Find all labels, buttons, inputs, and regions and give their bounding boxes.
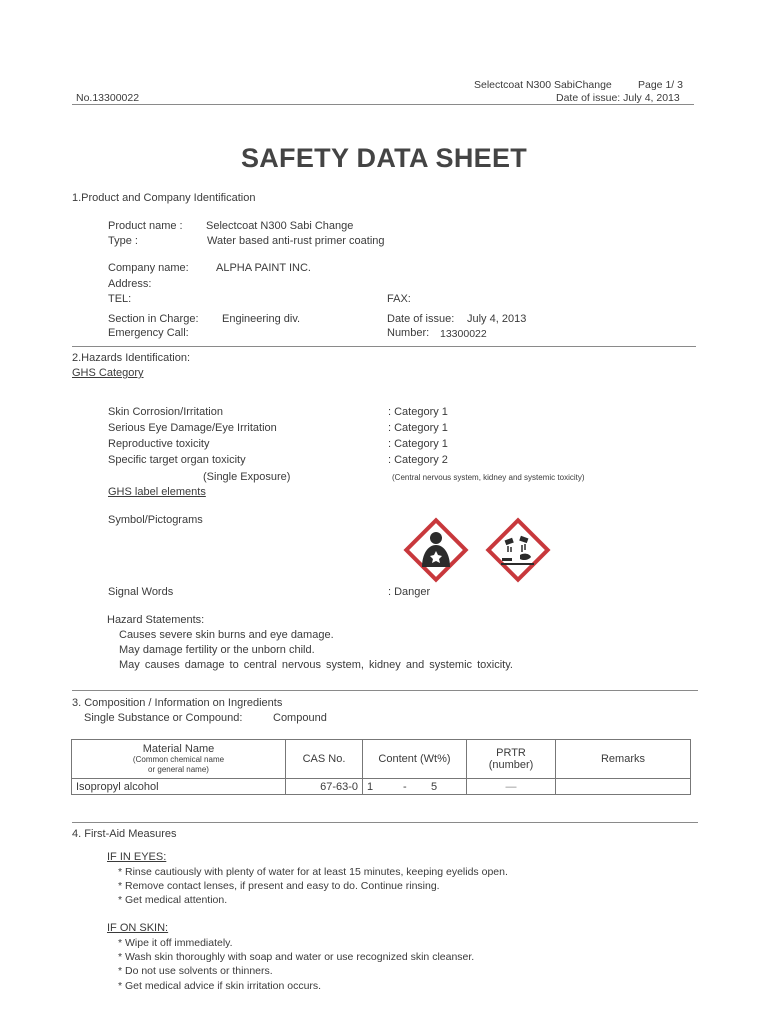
skin-item: * Get medical advice if skin irritation occurs. <box>118 980 322 992</box>
product-name-value: Selectcoat N300 Sabi Change <box>206 220 354 232</box>
eyes-heading: IF IN EYES: <box>107 851 167 863</box>
section1-heading: 1.Product and Company Identification <box>72 192 256 204</box>
hazard-statement: Causes severe skin burns and eye damage. <box>119 629 334 641</box>
symbol-pictograms-label: Symbol/Pictograms <box>108 514 203 526</box>
eyes-item: * Rinse cautiously with plenty of water for at least 15 minutes, keeping eyelids open. <box>118 866 508 878</box>
skin-item: * Do not use solvents or thinners. <box>118 965 273 977</box>
fax-label: FAX: <box>387 293 411 305</box>
date-of-issue-value: July 4, 2013 <box>467 313 527 325</box>
header-material-sub1: (Common chemical name <box>132 755 225 764</box>
cell-cas: 67-63-0 <box>286 779 363 795</box>
substance-label: Single Substance or Compound: <box>84 712 243 724</box>
hazard-statements-heading: Hazard Statements: <box>107 614 205 626</box>
skin-heading: IF ON SKIN: <box>107 922 169 934</box>
signal-words-label: Signal Words <box>108 586 174 598</box>
hazard-category: : Category 1 <box>388 406 448 418</box>
header-prtr-sub: (number) <box>488 759 534 771</box>
section3-divider <box>72 822 698 823</box>
organ-note: (Central nervous system, kidney and systemic toxicity) <box>392 473 585 482</box>
hazard-statement: May causes damage to central nervous system, kidney and systemic toxicity. <box>119 659 513 671</box>
skin-item: * Wash skin thoroughly with soap and water or use recognized skin cleanser. <box>118 951 475 963</box>
hazard-category: : Category 2 <box>388 454 448 466</box>
hazard-statement: May damage fertility or the unborn child. <box>119 644 315 656</box>
company-label: Company name: <box>108 262 189 274</box>
corrosion-icon <box>482 514 554 586</box>
composition-table <box>71 739 691 795</box>
hazard-name: Specific target organ toxicity <box>108 454 246 466</box>
hazard-category: : Category 1 <box>388 438 448 450</box>
cell-content <box>363 779 467 795</box>
header-material <box>72 740 286 779</box>
cell-material: Isopropyl alcohol <box>72 779 286 795</box>
table-row <box>72 779 691 795</box>
header-cas: CAS No. <box>286 740 363 779</box>
section3-heading: 3. Composition / Information on Ingredients <box>72 697 283 709</box>
address-label: Address: <box>108 278 152 290</box>
hazard-name: Reproductive toxicity <box>108 438 210 450</box>
header-prtr-title: PRTR <box>496 747 526 759</box>
date-of-issue-label: Date of issue: <box>387 313 455 325</box>
page-title: SAFETY DATA SHEET <box>240 143 528 173</box>
section4-heading: 4. First-Aid Measures <box>72 828 177 840</box>
header-date: Date of issue: July 4, 2013 <box>556 92 680 104</box>
section2-heading: 2.Hazards Identification: <box>72 352 191 364</box>
header-remarks: Remarks <box>556 740 691 779</box>
hazard-name: Skin Corrosion/Irritation <box>108 406 223 418</box>
single-exposure-note: (Single Exposure) <box>203 471 291 483</box>
header-doc-number: No.13300022 <box>76 92 140 104</box>
header-material-sub2: or general name) <box>148 765 209 774</box>
ghs-label-elements-heading: GHS label elements <box>108 486 206 498</box>
header-product-ref: Selectcoat N300 SabiChange <box>474 79 612 91</box>
type-label: Type : <box>108 235 138 247</box>
number-value: 13300022 <box>440 328 487 340</box>
hazard-name: Serious Eye Damage/Eye Irritation <box>108 422 277 434</box>
emergency-call-label: Emergency Call: <box>108 327 189 339</box>
product-name-label: Product name : <box>108 220 183 232</box>
ghs-category-heading: GHS Category <box>72 367 144 379</box>
cell-remarks <box>556 779 691 795</box>
header-page-number: Page 1/ 3 <box>638 79 683 91</box>
tel-label: TEL: <box>108 293 132 305</box>
header-prtr <box>467 740 556 779</box>
skin-item: * Wipe it off immediately. <box>118 937 233 949</box>
header-divider <box>72 104 694 105</box>
content-max: 5 <box>431 780 438 793</box>
section1-divider <box>72 346 696 347</box>
number-label: Number: <box>387 327 430 339</box>
eyes-item: * Remove contact lenses, if present and easy to do. Continue rinsing. <box>118 880 440 892</box>
section2-divider <box>72 690 698 691</box>
signal-words-value: : Danger <box>388 586 431 598</box>
company-value: ALPHA PAINT INC. <box>216 262 311 274</box>
cell-prtr: — <box>467 779 556 795</box>
section-in-charge-label: Section in Charge: <box>108 313 199 325</box>
health-hazard-icon <box>400 514 472 586</box>
eyes-item: * Get medical attention. <box>118 894 228 906</box>
header-material-title: Material Name <box>142 743 215 755</box>
content-min: 1 <box>367 780 374 793</box>
substance-value: Compound <box>273 712 327 724</box>
table-header-row <box>72 740 691 779</box>
type-value: Water based anti-rust primer coating <box>207 235 385 247</box>
content-dash: - <box>403 780 407 793</box>
hazard-category: : Category 1 <box>388 422 448 434</box>
header-content: Content (Wt%) <box>363 740 467 779</box>
section-in-charge-value: Engineering div. <box>222 313 301 325</box>
